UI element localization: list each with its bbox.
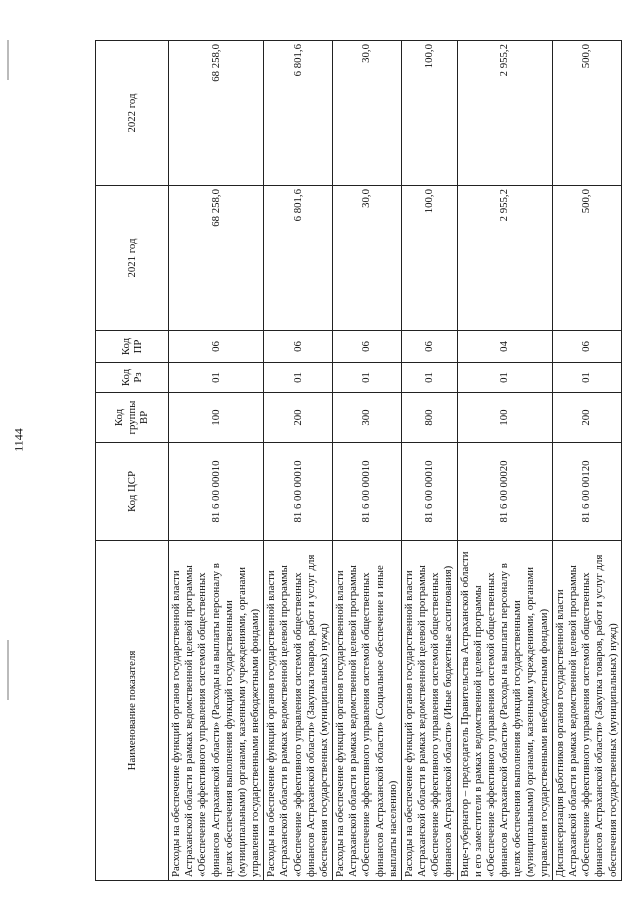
- row-name: Расходы на обеспечение функций органов государственной власти Астраханской области в рамках ведомственной целевой программы «Обеспечение эффективного управления системой общественных финансов Астраханской области» (Расходы на выплаты персоналу в целях обеспечения выполнения функций государственными (муниципальными) органами, казенными учреждениями, органами управления государственными внебюджетными фондами): [169, 541, 264, 881]
- row-vr: 100: [169, 393, 264, 443]
- table-row: [264, 41, 333, 881]
- row-vr: 200: [264, 393, 333, 443]
- row-rz: 01: [169, 363, 264, 393]
- row-2021: 500,0: [552, 186, 621, 331]
- header-pr: Код ПР: [96, 331, 169, 363]
- row-2022: 68 258,0: [169, 41, 264, 186]
- row-2022: 2 955,2: [457, 41, 552, 186]
- header-2022: 2022 год: [96, 41, 169, 186]
- page-number: 1144: [11, 428, 26, 452]
- row-csr: 81 6 00 00010: [169, 443, 264, 541]
- row-2022: 30,0: [333, 41, 402, 186]
- row-rz: 01: [333, 363, 402, 393]
- table-row: [401, 41, 457, 881]
- table-row: [333, 41, 402, 881]
- row-name: Расходы на обеспечение функций органов государственной власти Астраханской области в рамках ведомственной целевой программы «Обеспечение эффективного управления системой общественных финансов Астраханской области» (Иные бюджетные ассигнования): [401, 541, 457, 881]
- row-2021: 68 258,0: [169, 186, 264, 331]
- row-rz: 01: [457, 363, 552, 393]
- rotated-page-content: [95, 41, 621, 881]
- row-csr: 81 6 00 00010: [401, 443, 457, 541]
- budget-table: [95, 40, 622, 881]
- row-2021: 30,0: [333, 186, 402, 331]
- row-pr: 06: [401, 331, 457, 363]
- row-2022: 500,0: [552, 41, 621, 186]
- row-rz: 01: [264, 363, 333, 393]
- scan-edge-mark: [7, 640, 9, 700]
- row-vr: 100: [457, 393, 552, 443]
- row-csr: 81 6 00 00010: [333, 443, 402, 541]
- header-vr: Код группы ВР: [96, 393, 169, 443]
- row-csr: 81 6 00 00120: [552, 443, 621, 541]
- row-pr: 06: [333, 331, 402, 363]
- row-vr: 800: [401, 393, 457, 443]
- table-row: [457, 41, 552, 881]
- row-name: Вице-губернатор – председатель Правительства Астраханской области и его заместители в рамках ведомственной целевой программы «Обеспечение эффективного управления системой общественных финансов Астраханской области» (Расходы на выплаты персоналу в целях обеспечения выполнения функций государственными (муниципальными) органами, казенными учреждениями, органами управления государственными внебюджетными фондами): [457, 541, 552, 881]
- row-vr: 300: [333, 393, 402, 443]
- row-csr: 81 6 00 00010: [264, 443, 333, 541]
- row-2021: 6 801,6: [264, 186, 333, 331]
- row-rz: 01: [401, 363, 457, 393]
- table-header-row: [96, 41, 169, 881]
- row-2022: 6 801,6: [264, 41, 333, 186]
- row-pr: 06: [264, 331, 333, 363]
- row-2022: 100,0: [401, 41, 457, 186]
- scan-edge-mark: [7, 40, 9, 80]
- row-csr: 81 6 00 00020: [457, 443, 552, 541]
- header-rz: Код Рз: [96, 363, 169, 393]
- row-name: Расходы на обеспечение функций органов государственной власти Астраханской области в рамках ведомственной целевой программы «Обеспечение эффективного управления системой общественных финансов Астраханской области» (Социальное обеспечение и иные выплаты населению): [333, 541, 402, 881]
- header-csr: Код ЦСР: [96, 443, 169, 541]
- row-2021: 100,0: [401, 186, 457, 331]
- header-name: Наименование показателя: [96, 541, 169, 881]
- row-2021: 2 955,2: [457, 186, 552, 331]
- header-2021: 2021 год: [96, 186, 169, 331]
- row-name: Расходы на обеспечение функций органов государственной власти Астраханской области в рамках ведомственной целевой программы «Обеспечение эффективного управления системой общественных финансов Астраханской области» (Закупка товаров, работ и услуг для обеспечения государственных (муниципальных) нужд): [264, 541, 333, 881]
- table-row: [169, 41, 264, 881]
- row-rz: 01: [552, 363, 621, 393]
- row-name: Диспансеризация работников органов государственной власти Астраханской области в рамках ведомственной целевой программы «Обеспечение эффективного управления системой общественных финансов Астраханской области» (Закупка товаров, работ и услуг для обеспечения государственных (муниципальных) нужд): [552, 541, 621, 881]
- row-vr: 200: [552, 393, 621, 443]
- row-pr: 06: [552, 331, 621, 363]
- row-pr: 06: [169, 331, 264, 363]
- row-pr: 04: [457, 331, 552, 363]
- table-row: [552, 41, 621, 881]
